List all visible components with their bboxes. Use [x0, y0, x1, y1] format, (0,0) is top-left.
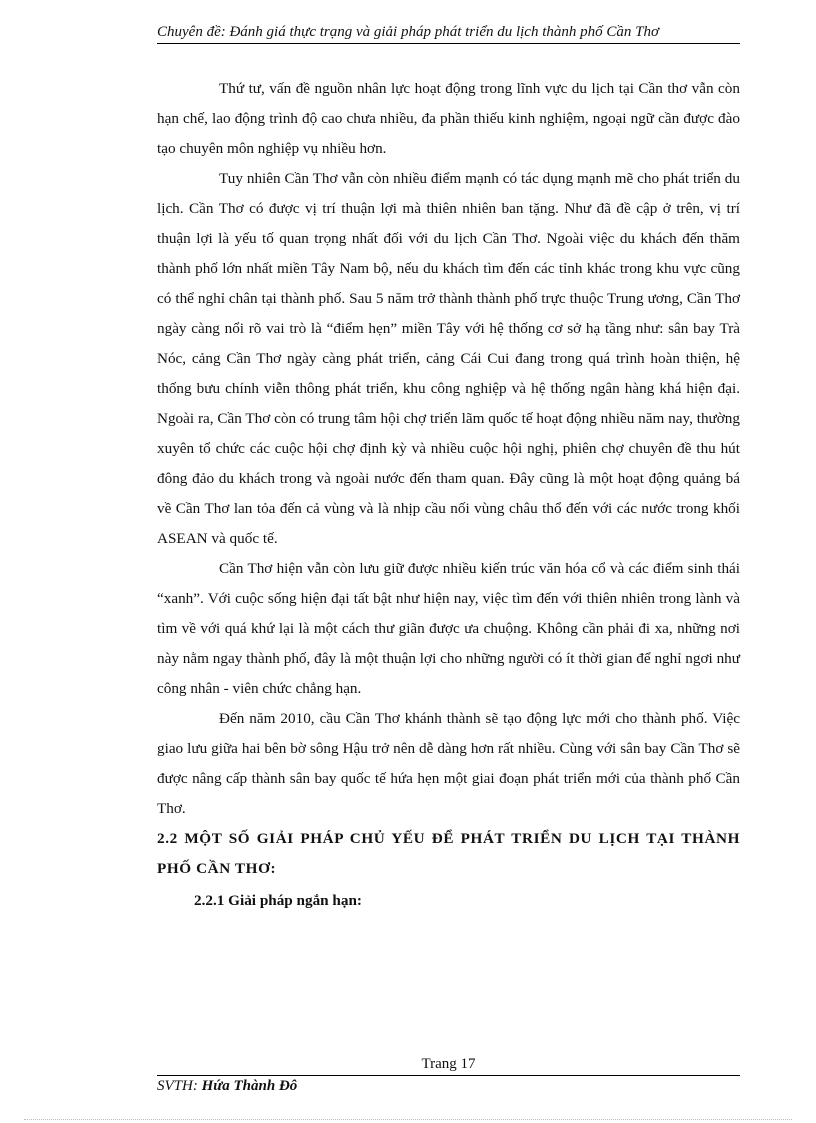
paragraph-3: Cần Thơ hiện vẫn còn lưu giữ được nhiều kiến trúc văn hóa cổ và các điểm sinh thái “xanh”. Với cuộc sống hiện đại tất bật như hiện nay, việc tìm đến với thiên nhiên trong lành và tìm về với quá khứ lại là một cách thư giãn được ưa chuộng. Không cần phải đi xa, những nơi này nằm ngay thành phố, đây là một thuận lợi cho những người có ít thời gian để nghỉ ngơi như công nhân - viên chức chẳng hạn. [157, 560, 740, 697]
paragraph-4: Đến năm 2010, cầu Cần Thơ khánh thành sẽ tạo động lực mới cho thành phố. Việc giao lưu giữa hai bên bờ sông Hậu trở nên dễ dàng hơn rất nhiều. Cùng với sân bay Cần Thơ sẽ được nâng cấp thành sân bay quốc tế hứa hẹn một giai đoạn phát triển mới của thành phố Cần Thơ. [157, 710, 740, 817]
section-heading: 2.2 MỘT SỐ GIẢI PHÁP CHỦ YẾU ĐỂ PHÁT TRIỂN DU LỊCH TẠI THÀNH PHỐ CẦN THƠ: [157, 830, 740, 877]
document-body [157, 74, 740, 916]
author-name: Hứa Thành Đô [201, 1078, 298, 1094]
author-prefix: SVTH: [157, 1078, 202, 1094]
page-bottom-border [24, 1119, 792, 1120]
paragraph-1: Thứ tư, vấn đề nguồn nhân lực hoạt động trong lĩnh vực du lịch tại Cần thơ vẫn còn hạn chế, lao động trình độ cao chưa nhiều, đa phần thiếu kinh nghiệm, ngoại ngữ cần được đào tạo chuyên môn nghiệp vụ nhiều hơn. [157, 80, 740, 157]
footer-author [157, 1078, 297, 1095]
page-header-title: Chuyên đề: Đánh giá thực trạng và giải pháp phát triển du lịch thành phố Cần Thơ [157, 24, 659, 40]
subsection-heading: 2.2.1 Giải pháp ngắn hạn: [194, 892, 362, 909]
page-number: Trang 17 [421, 1056, 476, 1072]
footer-divider [157, 1075, 740, 1076]
header-divider [157, 43, 740, 44]
paragraph-2: Tuy nhiên Cần Thơ vẫn còn nhiều điểm mạnh có tác dụng mạnh mẽ cho phát triển du lịch. Cần Thơ có được vị trí thuận lợi mà thiên nhiên ban tặng. Như đã đề cập ở trên, vị trí thuận lợi là yếu tố quan trọng nhất đối với du lịch Cần Thơ. Ngoài việc du khách đến thăm thành phố lớn nhất miền Tây Nam bộ, nếu du khách tìm đến các tỉnh khác trong khu vực cũng có thể nghỉ chân tại thành phố. Sau 5 năm trở thành thành phố trực thuộc Trung ương, Cần Thơ ngày càng nổi rõ vai trò là “điểm hẹn” miền Tây với hệ thống cơ sở hạ tầng như: sân bay Trà Nóc, cảng Cần Thơ ngày càng phát triển, cảng Cái Cui đang trong quá trình hoàn thiện, hệ thống bưu chính viễn thông phát triển, khu công nghiệp và hệ thống ngân hàng khá hiện đại. Ngoài ra, Cần Thơ còn có trung tâm hội chợ triển lãm quốc tế hoạt động nhiều năm nay, thường xuyên tổ chức các cuộc hội chợ định kỳ và nhiều cuộc hội nghị, phiên chợ chuyên đề thu hút đông đảo du khách trong và ngoài nước đến tham quan. Đây cũng là một hoạt động quảng bá về Cần Thơ lan tỏa đến cả vùng và là nhịp cầu nối vùng châu thổ đến với các nước trong khối ASEAN và quốc tế. [157, 170, 740, 547]
